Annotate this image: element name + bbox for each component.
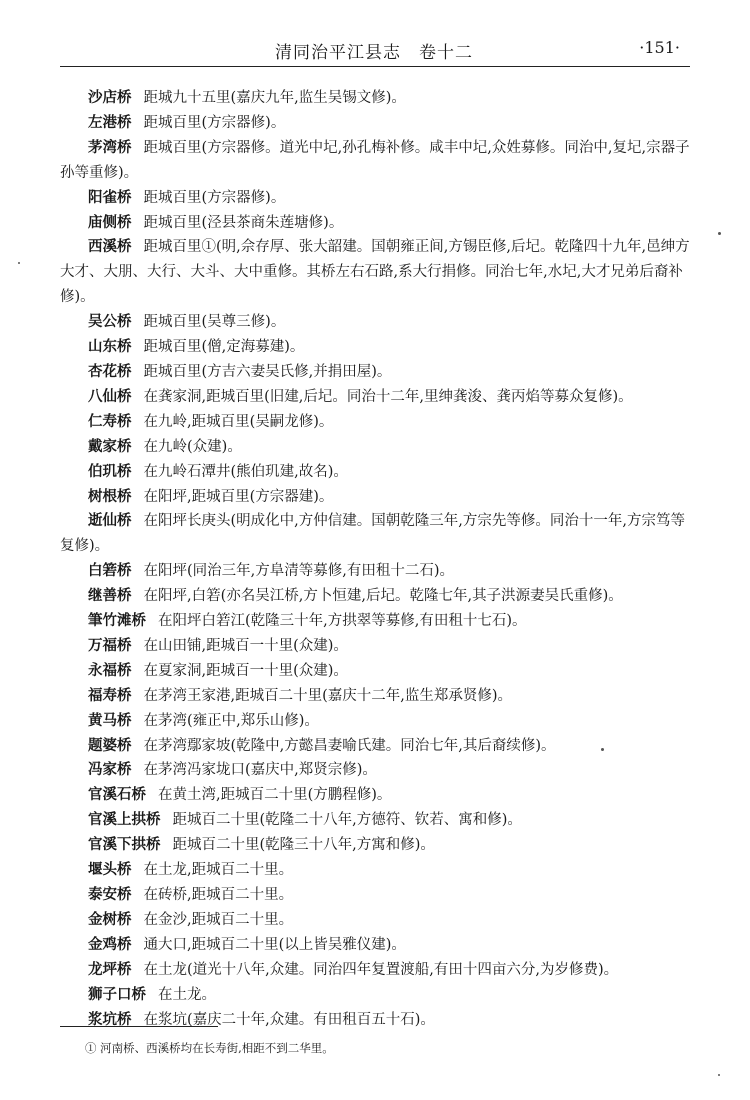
bridge-entry bbox=[60, 808, 690, 833]
bridge-name: 逝仙桥 bbox=[88, 513, 132, 530]
bridge-entry bbox=[60, 883, 690, 908]
bridge-description: 在山田铺,距城百一十里(众建)。 bbox=[143, 637, 348, 654]
bridge-entry bbox=[60, 609, 690, 634]
bridge-name: 筆竹滩桥 bbox=[88, 613, 146, 630]
bridge-entry bbox=[60, 211, 690, 236]
bridge-description: 在阳坪长庚头(明成化中,方仲信建。国朝乾隆三年,方宗先等修。同治十一年,方宗笃等复修)。 bbox=[60, 513, 685, 555]
bridge-entries bbox=[60, 86, 690, 1032]
bridge-entry bbox=[60, 734, 690, 759]
bridge-entry bbox=[60, 335, 690, 360]
bridge-entry bbox=[60, 933, 690, 958]
bridge-description: 距城百里(方宗器修)。 bbox=[143, 114, 286, 131]
bridge-name: 继善桥 bbox=[88, 588, 132, 605]
bridge-entry bbox=[60, 559, 690, 584]
bridge-name: 西溪桥 bbox=[88, 239, 132, 256]
bridge-description: 在夏家洞,距城百一十里(众建)。 bbox=[143, 662, 348, 679]
header-rule bbox=[60, 66, 690, 67]
bridge-entry bbox=[60, 460, 690, 485]
bridge-entry bbox=[60, 485, 690, 510]
scan-speck bbox=[718, 1074, 720, 1076]
bridge-entry bbox=[60, 310, 690, 335]
footnote: ① 河南桥、西溪桥均在长寿街,相距不到二华里。 bbox=[85, 1041, 334, 1055]
scan-speck bbox=[718, 232, 721, 235]
bridge-name: 金鸡桥 bbox=[88, 936, 132, 953]
page-number: ·151· bbox=[639, 38, 680, 57]
bridge-description: 距城百二十里(乾隆二十八年,方德符、钦若、寓和修)。 bbox=[172, 812, 522, 829]
bridge-description: 在土龙,距城百二十里。 bbox=[143, 862, 294, 879]
bridge-description: 在阳坪(同治三年,方阜清等募修,有田租十二石)。 bbox=[143, 563, 455, 580]
bridge-name: 金树桥 bbox=[88, 911, 132, 928]
bridge-name: 泰安桥 bbox=[88, 887, 132, 903]
bridge-name: 庙侧桥 bbox=[88, 214, 132, 231]
header-title: 清同治平江县志 卷十二 bbox=[275, 43, 473, 63]
bridge-name: 戴家桥 bbox=[88, 438, 132, 455]
bridge-name: 龙坪桥 bbox=[88, 961, 132, 978]
bridge-description: 距城百里(泾县茶商朱莲塘修)。 bbox=[143, 214, 344, 231]
bridge-description: 在九岭石潭井(熊伯玑建,故名)。 bbox=[143, 463, 348, 480]
running-header bbox=[60, 38, 690, 62]
bridge-name: 沙店桥 bbox=[88, 90, 132, 106]
bridge-name: 伯玑桥 bbox=[88, 463, 132, 480]
bridge-name: 山东桥 bbox=[88, 339, 132, 356]
bridge-description: 在九岭,距城百里(吴嗣龙修)。 bbox=[143, 413, 334, 430]
bridge-description: 在黄土湾,距城百二十里(方鹏程修)。 bbox=[158, 787, 392, 804]
bridge-description: 在阳坪,白箬(亦名吴江桥,方卜恒建,后圮。乾隆七年,其子洪源妻吴氏重修)。 bbox=[143, 588, 623, 605]
bridge-description: 在茅湾鄢家坡(乾隆中,方懿昌妻喻氏建。同治七年,其后裔续修)。 bbox=[143, 737, 556, 754]
scan-speck bbox=[18, 262, 20, 264]
bridge-description: 距城百里①(明,佘存厚、张大韶建。国朝雍正间,方锡臣修,后圮。乾隆四十九年,邑绅方大才、大朋、大行、大斗、大中重修。其桥左右石路,系大行捐修。同治七年,水圮,大才兄弟后裔补修)。 bbox=[60, 239, 690, 306]
bridge-name: 题婆桥 bbox=[88, 737, 132, 754]
bridge-entry bbox=[60, 908, 690, 933]
bridge-entry bbox=[60, 983, 690, 1008]
bridge-name: 永福桥 bbox=[88, 662, 132, 679]
bridge-entry bbox=[60, 758, 690, 783]
bridge-name: 吴公桥 bbox=[88, 314, 132, 331]
bridge-name: 仁寿桥 bbox=[88, 413, 132, 430]
bridge-entry bbox=[60, 584, 690, 609]
bridge-name: 左港桥 bbox=[88, 114, 132, 131]
bridge-description: 在浆坑(嘉庆二十年,众建。有田租百五十石)。 bbox=[143, 1011, 435, 1028]
bridge-description: 在茅湾王家港,距城百二十里(嘉庆十二年,监生郑承贤修)。 bbox=[143, 687, 513, 704]
bridge-name: 杏花桥 bbox=[88, 363, 132, 380]
bridge-name: 堰头桥 bbox=[88, 862, 132, 879]
bridge-name: 福寿桥 bbox=[88, 687, 132, 704]
bridge-name: 官溪下拱桥 bbox=[88, 837, 161, 854]
bridge-entry bbox=[60, 634, 690, 659]
bridge-description: 距城百里(僧,定海募建)。 bbox=[143, 339, 305, 356]
bridge-entry bbox=[60, 111, 690, 136]
bridge-name: 官溪上拱桥 bbox=[88, 812, 161, 829]
bridge-description: 距城百二十里(乾隆三十八年,方寓和修)。 bbox=[172, 837, 435, 854]
bridge-entry bbox=[60, 709, 690, 734]
bridge-entry bbox=[60, 659, 690, 684]
bridge-entry bbox=[60, 833, 690, 858]
bridge-entry bbox=[60, 86, 690, 111]
bridge-entry bbox=[60, 235, 690, 310]
bridge-entry bbox=[60, 858, 690, 883]
bridge-name: 八仙桥 bbox=[88, 388, 132, 405]
bridge-entry bbox=[60, 136, 690, 186]
bridge-description: 在龚家洞,距城百里(旧建,后圮。同治十二年,里绅龚浚、龚丙焰等募众复修)。 bbox=[143, 388, 633, 405]
bridge-description: 在土龙。 bbox=[158, 986, 216, 1003]
bridge-entry bbox=[60, 509, 690, 559]
bridge-description: 在土龙(道光十八年,众建。同治四年复置渡船,有田十四亩六分,为岁修费)。 bbox=[143, 961, 619, 978]
scan-speck bbox=[601, 748, 604, 751]
bridge-description: 在砖桥,距城百二十里。 bbox=[143, 887, 294, 903]
bridge-description: 在茅湾(雍正中,郑乐山修)。 bbox=[143, 712, 319, 729]
bridge-entry bbox=[60, 958, 690, 983]
bridge-entry bbox=[60, 783, 690, 808]
bridge-description: 距城百里(方吉六妻吴氏修,并捐田屋)。 bbox=[143, 363, 392, 380]
bridge-description: 在阳坪,距城百里(方宗器建)。 bbox=[143, 488, 334, 505]
bridge-name: 万福桥 bbox=[88, 637, 132, 654]
bridge-entry bbox=[60, 435, 690, 460]
bridge-description: 通大口,距城百二十里(以上皆吴雅仪建)。 bbox=[143, 936, 406, 953]
bridge-description: 在九岭(众建)。 bbox=[143, 438, 242, 455]
bridge-name: 茅湾桥 bbox=[88, 139, 132, 156]
bridge-description: 距城百里(方宗器修。道光中圮,孙孔梅补修。咸丰中圮,众姓募修。同治中,复圮,宗器子孙等重修)。 bbox=[60, 139, 690, 181]
bridge-entry bbox=[60, 385, 690, 410]
bridge-name: 浆坑桥 bbox=[88, 1011, 132, 1028]
bridge-name: 白箬桥 bbox=[88, 563, 132, 580]
footnote-rule bbox=[60, 1026, 218, 1027]
bridge-description: 距城百里(方宗器修)。 bbox=[143, 189, 286, 206]
bridge-name: 树根桥 bbox=[88, 488, 132, 505]
bridge-entry bbox=[60, 684, 690, 709]
bridge-name: 狮子口桥 bbox=[88, 986, 146, 1003]
bridge-name: 官溪石桥 bbox=[88, 787, 146, 804]
bridge-description: 距城九十五里(嘉庆九年,监生吴锡文修)。 bbox=[143, 90, 406, 106]
bridge-entry bbox=[60, 410, 690, 435]
bridge-entry bbox=[60, 1008, 690, 1033]
bridge-description: 距城百里(吴尊三修)。 bbox=[143, 314, 286, 331]
bridge-entry bbox=[60, 186, 690, 211]
bridge-description: 在金沙,距城百二十里。 bbox=[143, 911, 294, 928]
bridge-name: 黄马桥 bbox=[88, 712, 132, 729]
bridge-name: 冯家桥 bbox=[88, 762, 132, 779]
bridge-description: 在茅湾冯家垅口(嘉庆中,郑贤宗修)。 bbox=[143, 762, 377, 779]
bridge-description: 在阳坪白箬江(乾隆三十年,方拱翠等募修,有田租十七石)。 bbox=[158, 613, 527, 630]
bridge-name: 阳雀桥 bbox=[88, 189, 132, 206]
bridge-entry bbox=[60, 360, 690, 385]
